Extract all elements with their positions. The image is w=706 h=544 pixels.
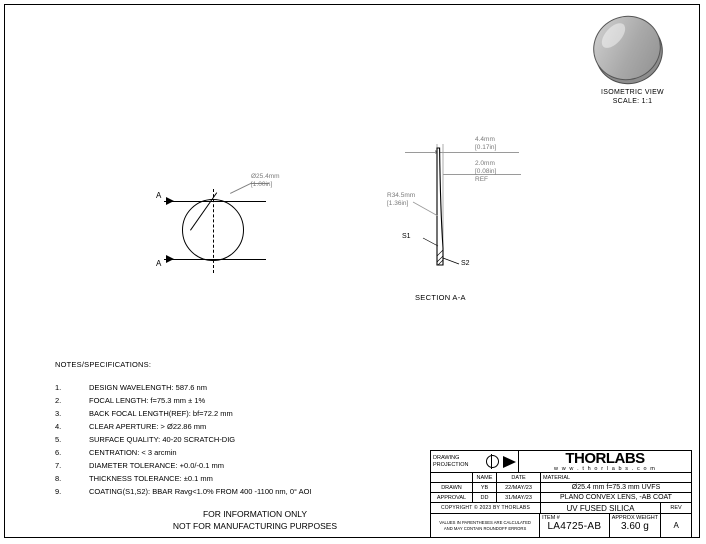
section-arrow-top bbox=[166, 197, 174, 205]
note-number: 1. bbox=[55, 383, 62, 392]
note-item bbox=[55, 433, 435, 446]
note-number: 2. bbox=[55, 396, 62, 405]
section-label-bottom: A bbox=[156, 259, 162, 268]
projection-label-line1: DRAWING bbox=[433, 454, 460, 461]
notes-header: NOTES/SPECIFICATIONS: bbox=[55, 360, 152, 369]
item-label: ITEM # bbox=[542, 515, 560, 521]
part-description-line1: Ø25.4 mm f=75.3 mm UVFS bbox=[541, 483, 691, 493]
date-header: DATE bbox=[497, 473, 541, 483]
front-view bbox=[150, 175, 310, 285]
edge-dimension-in: [0.08in] bbox=[475, 168, 497, 175]
section-cut-line-top bbox=[164, 201, 266, 202]
note-number: 7. bbox=[55, 461, 62, 470]
fineprint-text bbox=[431, 514, 540, 537]
isometric-caption bbox=[575, 88, 690, 106]
note-item bbox=[55, 472, 435, 485]
section-view-caption: SECTION A-A bbox=[415, 293, 466, 302]
thickness-dimension-in: [0.17in] bbox=[475, 144, 497, 151]
note-item bbox=[55, 446, 435, 459]
note-item bbox=[55, 381, 435, 394]
note-text: SURFACE QUALITY: 40-20 SCRATCH-DIG bbox=[89, 435, 236, 444]
thickness-dimension-mm: 4.4mm bbox=[475, 136, 495, 143]
drawn-date: 22/MAY/23 bbox=[497, 483, 541, 493]
disclaimer-line-2: NOT FOR MANUFACTURING PURPOSES bbox=[172, 521, 338, 531]
rev-value: A bbox=[673, 521, 679, 530]
disclaimer-line-1: FOR INFORMATION ONLY bbox=[202, 509, 308, 519]
note-text: CENTRATION: < 3 arcmin bbox=[89, 448, 177, 457]
surface-s2-label: S2 bbox=[461, 260, 470, 267]
first-angle-projection-icon bbox=[486, 455, 516, 468]
isometric-caption-title: ISOMETRIC VIEW bbox=[601, 89, 664, 96]
note-number: 9. bbox=[55, 487, 62, 496]
projection-label-line2: PROJECTION bbox=[433, 461, 469, 468]
note-item bbox=[55, 394, 435, 407]
copyright-text: COPYRIGHT © 2023 BY THORLABS bbox=[431, 503, 541, 514]
note-text: THICKNESS TOLERANCE: ±0.1 mm bbox=[89, 474, 213, 483]
section-cut-line-bottom bbox=[164, 259, 266, 260]
note-text: BACK FOCAL LENGTH(REF): bf=72.2 mm bbox=[89, 409, 233, 418]
edge-dimension-ref: REF bbox=[475, 176, 488, 183]
fineprint-line-1: VALUES IN PARENTHESES ARE CALCULATED bbox=[439, 520, 531, 525]
note-number: 3. bbox=[55, 409, 62, 418]
note-number: 5. bbox=[55, 435, 62, 444]
material-value: UV FUSED SILICA bbox=[541, 503, 661, 514]
note-item bbox=[55, 459, 435, 472]
item-number: LA4725-AB bbox=[547, 521, 602, 532]
drawn-label: DRAWN bbox=[431, 483, 473, 493]
note-text: FOCAL LENGTH: f=75.3 mm ± 1% bbox=[89, 396, 206, 405]
item-cell bbox=[540, 514, 609, 537]
note-text: COATING(S1,S2): BBAR Ravg<1.0% FROM 400 -1100 nm, 0° AOI bbox=[89, 487, 312, 496]
edge-dimension-mm: 2.0mm bbox=[475, 160, 495, 167]
lens-highlight bbox=[598, 19, 630, 52]
lens-cross-section bbox=[395, 130, 585, 310]
brand-name: THORLABS bbox=[565, 451, 645, 467]
lens-face bbox=[585, 7, 669, 89]
title-block bbox=[430, 450, 692, 538]
projection-label bbox=[433, 455, 486, 469]
brand-cell bbox=[519, 451, 691, 473]
diameter-leader-line bbox=[230, 182, 252, 193]
note-item bbox=[55, 485, 435, 498]
note-item bbox=[55, 407, 435, 420]
lens-isometric-graphic bbox=[593, 16, 665, 84]
part-description-line2: PLANO CONVEX LENS, -AB COAT bbox=[541, 493, 691, 503]
section-view bbox=[387, 130, 585, 310]
note-text: DIAMETER TOLERANCE: +0.0/-0.1 mm bbox=[89, 461, 224, 470]
projection-cone-icon bbox=[503, 456, 516, 468]
isometric-view bbox=[575, 10, 690, 105]
note-number: 8. bbox=[55, 474, 62, 483]
weight-value: 3.60 g bbox=[621, 521, 649, 532]
name-header: NAME bbox=[473, 473, 497, 483]
surface-s1-label: S1 bbox=[402, 233, 411, 240]
approval-name: DD bbox=[473, 493, 497, 503]
radius-dimension-mm: R34.5mm bbox=[387, 192, 416, 199]
drawn-name: YB bbox=[473, 483, 497, 493]
brand-url: w w w . t h o r l a b s . c o m bbox=[554, 466, 656, 472]
note-number: 4. bbox=[55, 422, 62, 431]
notes-block bbox=[55, 358, 435, 498]
material-label: MATERIAL bbox=[541, 473, 691, 483]
weight-label: APPROX WEIGHT bbox=[611, 515, 659, 521]
diameter-dimension bbox=[251, 173, 280, 189]
radius-dimension-in: [1.36in] bbox=[387, 200, 409, 207]
approval-date: 31/MAY/23 bbox=[497, 493, 541, 503]
blank-cell bbox=[431, 473, 473, 483]
note-text: DESIGN WAVELENGTH: 587.6 nm bbox=[89, 383, 207, 392]
projection-cell bbox=[431, 451, 519, 473]
note-text: CLEAR APERTURE: > Ø22.86 mm bbox=[89, 422, 207, 431]
diameter-dimension-mm: Ø25.4mm bbox=[251, 173, 280, 180]
disclaimer-text bbox=[110, 508, 400, 532]
isometric-caption-scale: SCALE: 1:1 bbox=[612, 98, 653, 105]
section-arrow-bottom bbox=[166, 255, 174, 263]
note-number: 6. bbox=[55, 448, 62, 457]
projection-circle-icon bbox=[486, 455, 499, 468]
diameter-dimension-in: [1.00in] bbox=[251, 181, 273, 188]
note-item bbox=[55, 420, 435, 433]
radius-dimension bbox=[387, 192, 415, 208]
weight-cell bbox=[610, 514, 662, 537]
approval-label: APPROVAL bbox=[431, 493, 473, 503]
section-label-top: A bbox=[156, 191, 162, 200]
fineprint-line-2: AND MAY CONTAIN ROUNDOFF ERRORS bbox=[443, 525, 527, 531]
rev-label: REV bbox=[661, 503, 691, 514]
